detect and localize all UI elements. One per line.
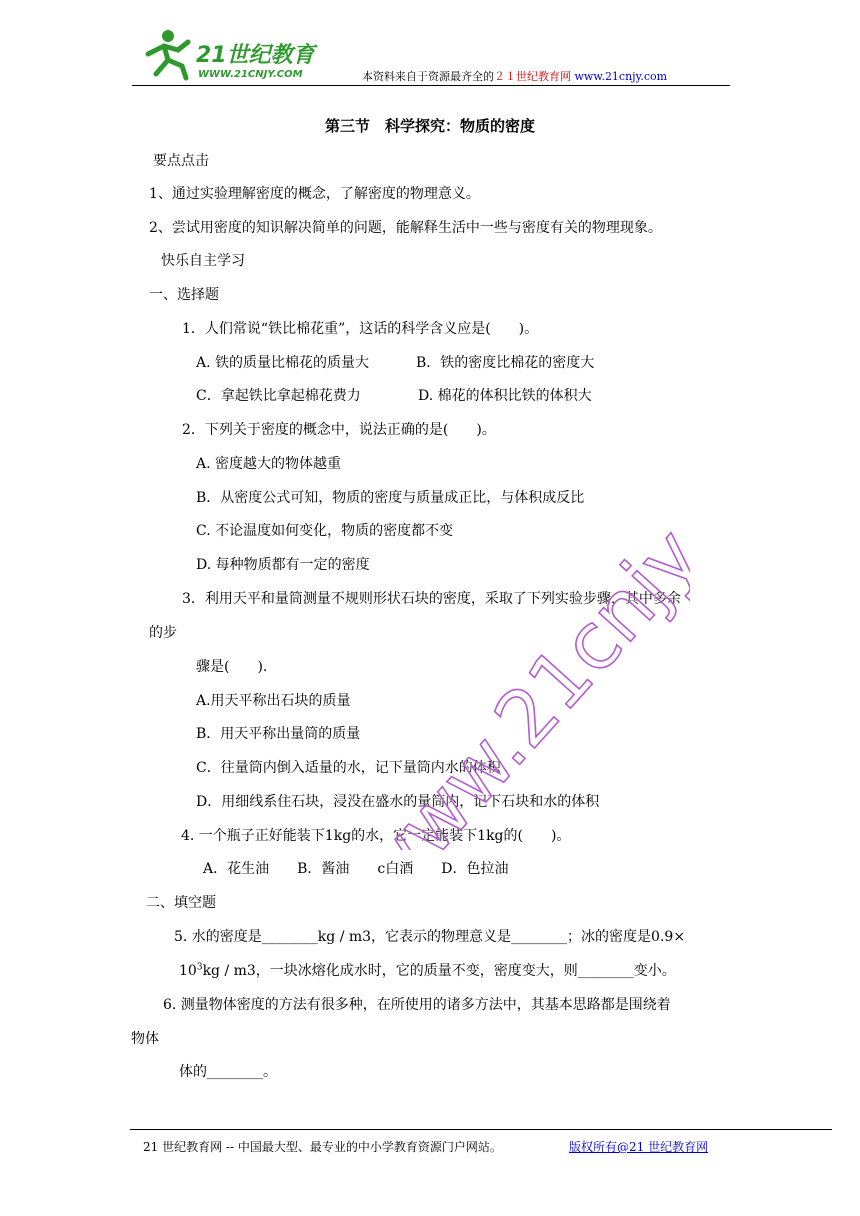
question-3-line-3: 骤是( ). xyxy=(196,659,268,675)
question-5-line-1: 5. 水的密度是________kg / m3，它表示的物理意义是________；冰的密度是0.9× xyxy=(174,929,686,945)
question-2-option-b: B．从密度公式可知，物质的密度与质量成正比，与体积成反比 xyxy=(196,490,585,506)
question-1: 1．人们常说“铁比棉花重”，这话的科学含义应是( )。 xyxy=(182,321,539,337)
logo-text: 21世纪教育 xyxy=(196,43,315,68)
question-1-option-c: C．拿起铁比拿起棉花费力 xyxy=(196,388,361,404)
section-key-points: 要点点击 xyxy=(153,153,209,169)
key-point-2: 2、尝试用密度的知识解决简单的问题，能解释生活中一些与密度有关的物理现象。 xyxy=(149,220,662,236)
question-5-line-2 xyxy=(179,960,676,980)
header-tagline xyxy=(362,68,667,84)
question-3-line-1: 3．利用天平和量筒测量不规则形状石块的密度，采取了下列实验步骤，其中多余 xyxy=(182,591,681,607)
watermark-text: www.21cnjy.com xyxy=(338,430,690,850)
question-3-line-2: 的步 xyxy=(149,625,177,641)
question-3-option-a: A.用天平称出石块的质量 xyxy=(196,693,351,709)
question-6-line-3: 体的________。 xyxy=(179,1064,277,1080)
question-2-option-c: C. 不论温度如何变化，物质的密度都不变 xyxy=(196,523,454,539)
section-self-study: 快乐自主学习 xyxy=(161,253,245,269)
question-1-option-b: B．铁的密度比棉花的密度大 xyxy=(416,355,595,371)
q5-exponent-base: 10 xyxy=(179,963,197,979)
footer-text: 21 世纪教育网 -- 中国最大型、最专业的中小学教育资源门户网站。 xyxy=(143,1140,502,1154)
question-6-line-1: 6. 测量物体密度的方法有很多种，在所使用的诸多方法中，其基本思路都是围绕着 xyxy=(163,997,671,1013)
logo-url-text: WWW.21CNJY.COM xyxy=(198,69,303,80)
runner-logo-icon xyxy=(148,30,188,78)
question-3-option-c: C．往量筒内倒入适量的水，记下量筒内水的体积 xyxy=(196,760,501,776)
question-6-line-2: 物体 xyxy=(131,1031,159,1047)
section-fill-blank: 二、填空题 xyxy=(146,895,216,911)
question-2-option-d: D. 每种物质都有一定的密度 xyxy=(196,557,370,573)
question-2: 2．下列关于密度的概念中，说法正确的是( )。 xyxy=(182,422,496,438)
q5-exponent: 3 xyxy=(196,962,203,973)
header-divider xyxy=(132,85,730,86)
footer-divider xyxy=(130,1129,832,1130)
site-logo xyxy=(138,24,338,86)
key-point-1: 1、通过实验理解密度的概念，了解密度的物理意义。 xyxy=(149,186,480,202)
page-title: 第三节 科学探究：物质的密度 xyxy=(324,117,535,135)
question-4-options: A．花生油 B．酱油 c白酒 D．色拉油 xyxy=(203,861,509,877)
header-url-link[interactable]: www.21cnjy.com xyxy=(574,70,668,83)
question-1-option-a: A. 铁的质量比棉花的质量大 xyxy=(196,355,370,371)
section-multiple-choice: 一、选择题 xyxy=(149,287,219,303)
footer-copyright-link[interactable]: 版权所有@21 世纪教育网 xyxy=(569,1140,709,1154)
question-1-option-d: D. 棉花的体积比铁的体积大 xyxy=(418,388,592,404)
question-3-option-b: B．用天平称出量筒的质量 xyxy=(196,726,361,742)
question-2-option-a: A. 密度越大的物体越重 xyxy=(196,456,342,472)
header-text-red: ２１世纪教育网 xyxy=(494,70,571,83)
header-text-pre: 本资料来自于资源最齐全的 xyxy=(362,70,494,83)
q5-line-2-rest: kg / m3，一块冰熔化成水时，它的质量不变，密度变大，则________变小。 xyxy=(202,963,676,979)
question-4: 4. 一个瓶子正好能装下1kg的水，它一定能装下1kg的( )。 xyxy=(181,828,571,844)
question-3-option-d: D．用细线系住石块，浸没在盛水的量筒内，记下石块和水的体积 xyxy=(196,794,600,810)
